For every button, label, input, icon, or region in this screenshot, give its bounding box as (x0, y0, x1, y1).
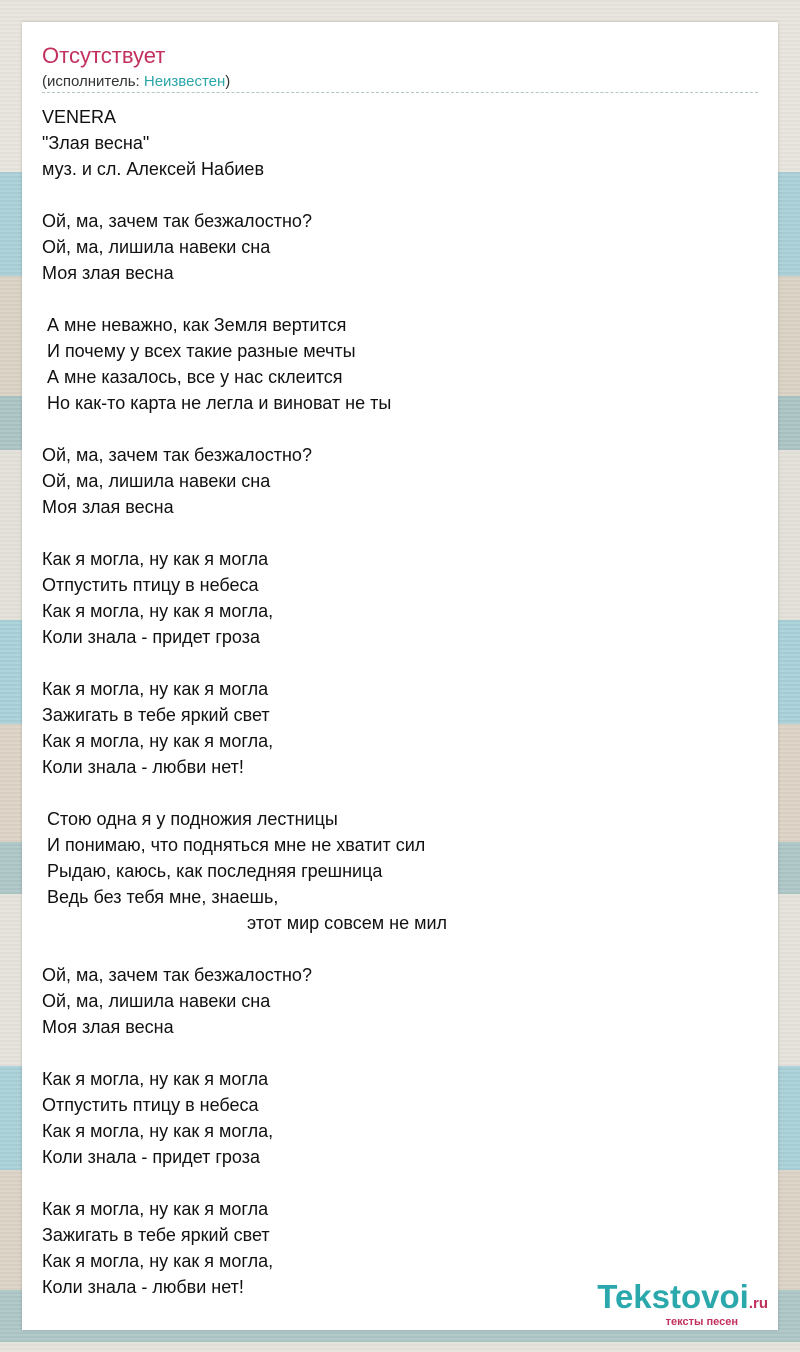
lyric-line: И понимаю, что подняться мне не хватит сил (42, 835, 426, 855)
lyric-line: Коли знала - придет гроза (42, 627, 260, 647)
artist-link[interactable]: Неизвестен (143, 73, 226, 90)
logo-tagline: тексты песен (665, 1316, 738, 1328)
lyric-line: Отпустить птицу в небеса (42, 1095, 259, 1115)
lyric-line: Ой, ма, зачем так безжалостно? (42, 211, 312, 231)
artist-line (42, 72, 230, 92)
lyric-line: Коли знала - придет гроза (42, 1147, 260, 1167)
artist-suffix: ) (225, 73, 231, 90)
lyric-line: Как я могла, ну как я могла (42, 1199, 269, 1219)
lyric-line: Ой, ма, лишила навеки сна (42, 471, 271, 491)
lyric-line: Как я могла, ну как я могла, (42, 1121, 274, 1141)
lyric-line (42, 520, 758, 546)
lyric-line: Ой, ма, лишила навеки сна (42, 991, 271, 1011)
lyric-line: Моя злая весна (42, 1017, 174, 1037)
lyrics-card (22, 22, 778, 1330)
lyric-line: Ой, ма, зачем так безжалостно? (42, 965, 312, 985)
lyric-line: муз. и сл. Алексей Набиев (42, 159, 265, 179)
lyric-line: Но как-то карта не легла и виноват не ты (42, 393, 392, 413)
lyric-line: Ой, ма, лишила навеки сна (42, 237, 271, 257)
lyric-line: Отпустить птицу в небеса (42, 575, 259, 595)
logo-wordmark: Tekstovoi (597, 1278, 749, 1315)
lyric-line: Зажигать в тебе яркий свет (42, 705, 270, 725)
lyrics-text (42, 104, 758, 1300)
artist-prefix: (исполнитель: (42, 73, 144, 90)
lyric-line: И почему у всех такие разные мечты (42, 341, 356, 361)
lyric-line (42, 182, 758, 208)
logo-tld: .ru (748, 1295, 768, 1312)
lyric-line: А мне неважно, как Земля вертится (42, 315, 347, 335)
lyric-line: Как я могла, ну как я могла, (42, 731, 274, 751)
lyric-line: Зажигать в тебе яркий свет (42, 1225, 270, 1245)
lyric-line: этот мир совсем не мил (42, 913, 448, 933)
lyric-line: VENERA (42, 107, 117, 127)
lyric-line (42, 1040, 758, 1066)
lyric-line (42, 416, 758, 442)
lyric-line: Ведь без тебя мне, знаешь, (42, 887, 279, 907)
lyric-line (42, 286, 758, 312)
header-divider (42, 92, 758, 93)
song-title: Отсутствует (42, 43, 166, 68)
lyric-line: Как я могла, ну как я могла (42, 1069, 269, 1089)
lyric-line (42, 780, 758, 806)
lyric-line: Как я могла, ну как я могла (42, 549, 269, 569)
lyric-line: "Злая весна" (42, 133, 150, 153)
lyric-line: Моя злая весна (42, 263, 174, 283)
lyric-line: Как я могла, ну как я могла (42, 679, 269, 699)
lyric-line (42, 650, 758, 676)
lyric-line (42, 936, 758, 962)
lyric-line: Рыдаю, каюсь, как последняя грешница (42, 861, 383, 881)
lyric-line: Как я могла, ну как я могла, (42, 1251, 274, 1271)
lyric-line: Коли знала - любви нет! (42, 757, 244, 777)
lyric-line (42, 1170, 758, 1196)
lyric-line: Как я могла, ну как я могла, (42, 601, 274, 621)
lyric-line: Коли знала - любви нет! (42, 1277, 244, 1297)
lyric-line: Ой, ма, зачем так безжалостно? (42, 445, 312, 465)
site-logo[interactable] (597, 1279, 768, 1328)
lyric-line: А мне казалось, все у нас склеится (42, 367, 343, 387)
lyric-line: Моя злая весна (42, 497, 174, 517)
lyric-line: Стою одна я у подножия лестницы (42, 809, 338, 829)
